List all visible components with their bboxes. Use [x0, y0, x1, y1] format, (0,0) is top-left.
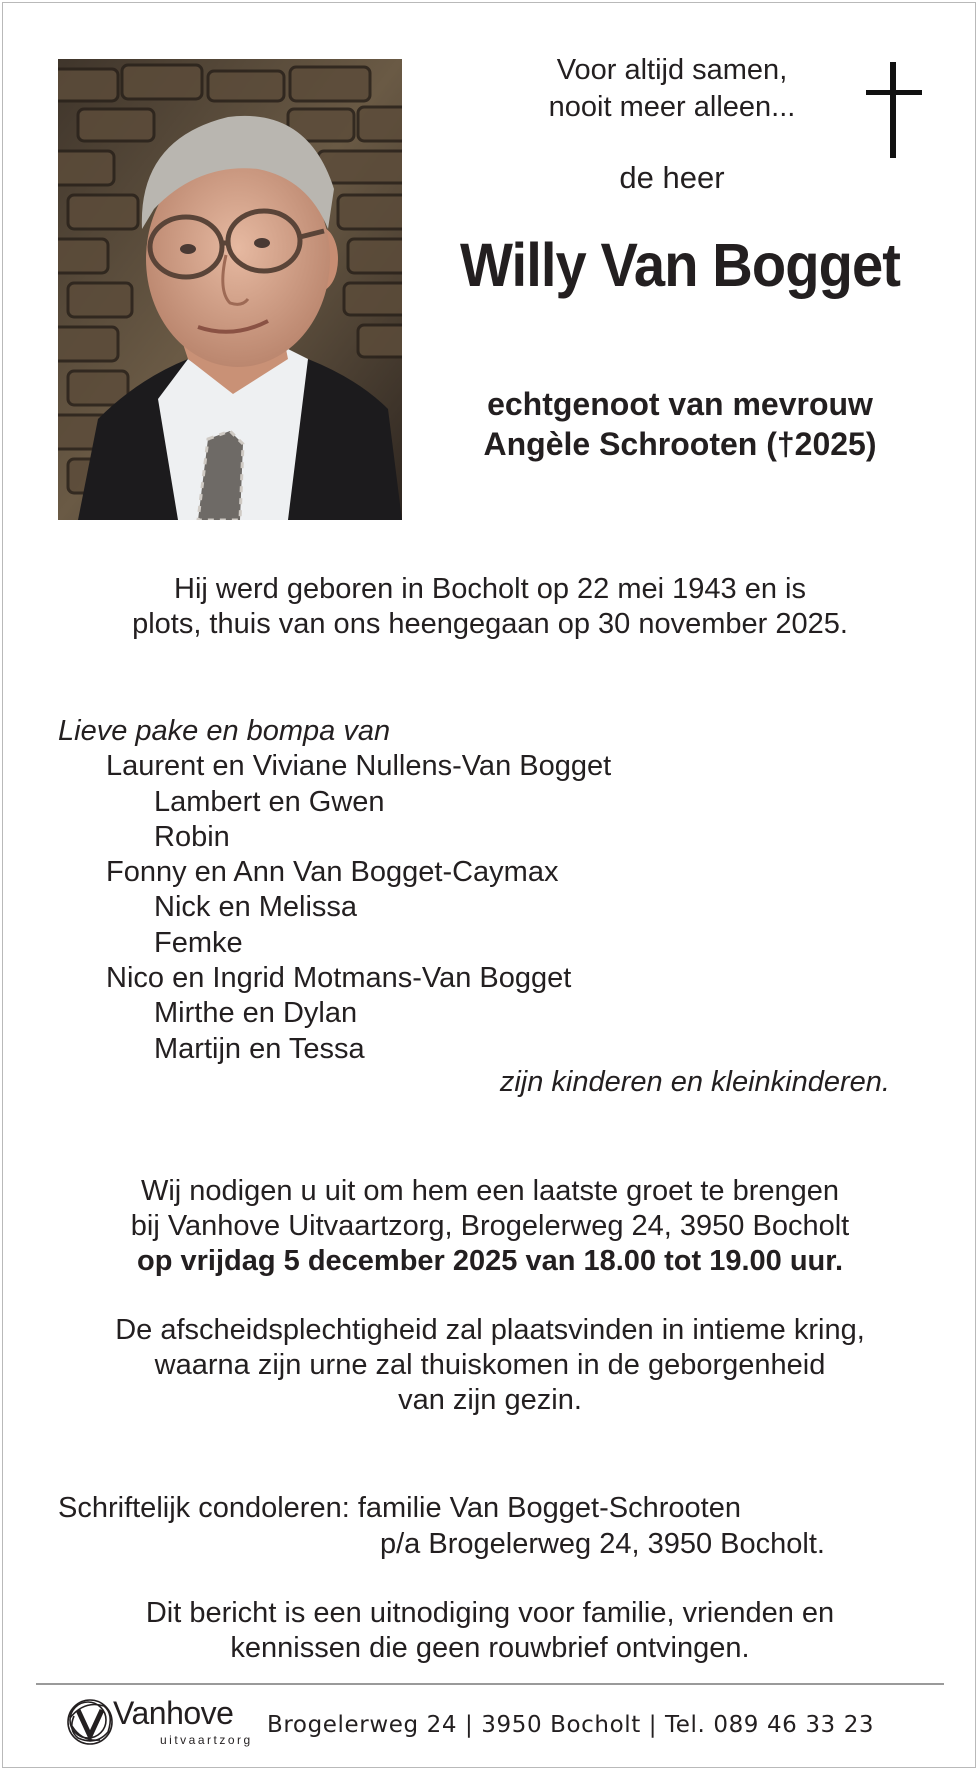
family-member: Laurent en Viviane Nullens-Van Bogget: [106, 750, 612, 783]
spouse-line-2: Angèle Schrooten (†2025): [483, 426, 877, 462]
notice-line-1: Dit bericht is een uitnodiging voor familie, vrienden en: [145, 1597, 835, 1629]
logo-name: Vanhove: [113, 1695, 234, 1731]
logo-subtitle: uitvaartzorg: [160, 1733, 253, 1747]
birth-death-statement: [60, 572, 920, 642]
invite-date-time: op vrijdag 5 december 2025 van 18.00 tot 19.00 uur.: [137, 1245, 843, 1277]
ceremony-line-2: waarna zijn urne zal thuiskomen in de geborgenheid: [154, 1349, 826, 1381]
cross-icon: [866, 62, 922, 158]
deceased-name: Willy Van Bogget: [459, 231, 901, 299]
notice-statement: [40, 1596, 940, 1666]
birth-line-2: plots, thuis van ons heengegaan op 30 november 2025.: [132, 608, 848, 640]
condole-line-1: Schriftelijk condoleren: familie Van Bogget-Schrooten: [58, 1492, 741, 1524]
footer-contact: Brogelerweg 24 | 3950 Bocholt | Tel. 089 46 33 23: [267, 1712, 875, 1738]
visitation-invite: [40, 1174, 940, 1279]
family-member: Nico en Ingrid Motmans-Van Bogget: [106, 962, 572, 995]
spouse-line-1: echtgenoot van mevrouw: [487, 386, 873, 422]
family-member: Fonny en Ann Van Bogget-Caymax: [106, 856, 559, 889]
family-member: Nick en Melissa: [154, 891, 358, 924]
family-list: [58, 714, 918, 1067]
condolence-address: [58, 1490, 938, 1562]
family-member: Robin: [154, 820, 230, 853]
birth-line-1: Hij werd geboren in Bocholt op 22 mei 1943 en is: [174, 573, 806, 605]
invite-line-1: Wij nodigen u uit om hem een laatste groet te brengen: [140, 1175, 840, 1207]
condole-line-2: p/a Brogelerweg 24, 3950 Bocholt.: [380, 1528, 825, 1560]
family-intro: Lieve pake en bompa van: [58, 715, 391, 747]
footer-divider: [36, 1683, 944, 1685]
ceremony-line-1: De afscheidsplechtigheid zal plaatsvinden in intieme kring,: [115, 1314, 865, 1346]
quote-line-1: Voor altijd samen,: [556, 54, 788, 86]
notice-line-2: kennissen die geen rouwbrief ontvingen.: [230, 1632, 750, 1664]
quote-line-2: nooit meer alleen...: [548, 91, 796, 123]
family-member: Martijn en Tessa: [154, 1032, 365, 1065]
family-closing: zijn kinderen en kleinkinderen.: [499, 1066, 890, 1098]
invite-line-2: bij Vanhove Uitvaartzorg, Brogelerweg 24, 3950 Bocholt: [130, 1210, 850, 1242]
ceremony-statement: [40, 1313, 940, 1418]
portrait-photo: [58, 59, 402, 520]
honorific: de heer: [619, 160, 725, 195]
family-member: Mirthe en Dylan: [154, 997, 358, 1030]
family-member: Femke: [154, 926, 243, 959]
family-member: Lambert en Gwen: [154, 785, 385, 818]
ceremony-line-3: van zijn gezin.: [398, 1384, 582, 1416]
